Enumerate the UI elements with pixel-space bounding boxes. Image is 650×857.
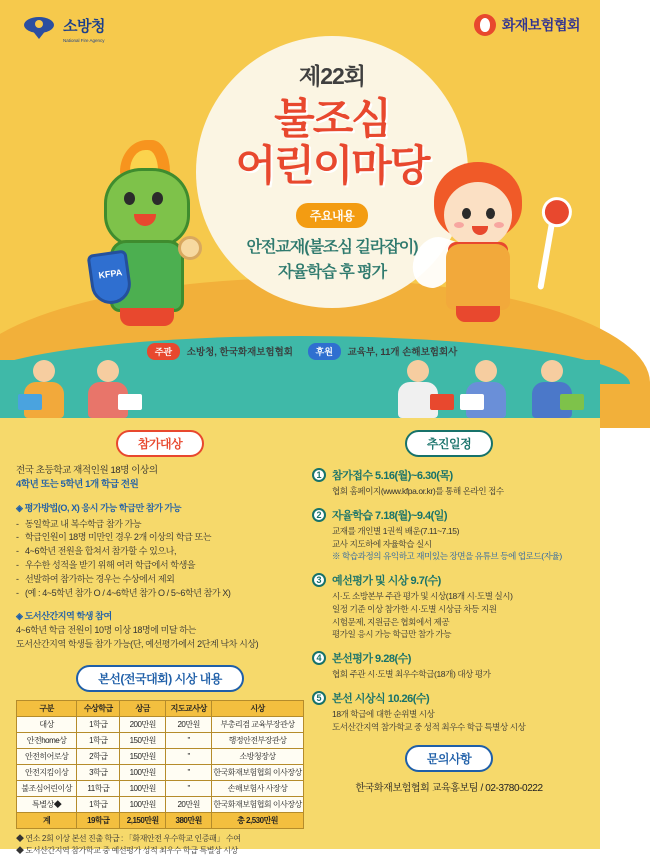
mascot-legs xyxy=(120,308,174,326)
hero-subtitle-2: 자율학습 후 평가 xyxy=(277,264,387,282)
cell: 100만원 xyxy=(120,797,166,813)
schedule-item-title: 본선평가 9.28(수) xyxy=(332,653,411,665)
kfpa-mark-icon xyxy=(474,14,496,36)
list-item: - 선발하여 참가하는 경우는 수상에서 제외 xyxy=(16,573,304,587)
cell: 1학급 xyxy=(77,733,120,749)
contact-section-title: 문의사항 xyxy=(405,745,493,772)
cell: 3학급 xyxy=(77,765,120,781)
cell: 한국화재보험협회 이사장상 xyxy=(212,765,304,781)
main-content-badge: 주요내용 xyxy=(296,203,368,228)
footnote-1: ◆ 연소 2회 이상 본선 진출 학급 : 「화재안전 우수학교 인증패」 수여 xyxy=(16,834,241,844)
cell: 안전home상 xyxy=(17,733,77,749)
list-item: - 학급인원이 18명 미만인 경우 2개 이상의 학급 또는 xyxy=(16,531,304,545)
schedule-item-title: 본선 시상식 10.26(수) xyxy=(332,692,430,705)
cell: 20만원 xyxy=(166,797,212,813)
cell: 2학급 xyxy=(77,749,120,765)
mascot-hand xyxy=(178,236,202,260)
island-region-note-title: ◈ 도서산간지역 학생 참여 xyxy=(16,611,112,622)
kfpa-logo xyxy=(474,14,580,36)
edition-label: 제22회 xyxy=(298,63,366,89)
island-note-line-2: 도서산간지역 학생들 참가 가능(단, 예선평가에서 2단계 낙차 시상) xyxy=(16,638,259,649)
cell: 20만원 xyxy=(166,717,212,733)
schedule-item-detail: 협회 홈페이지(www.kfpa.or.kr)를 통해 온라인 접수 xyxy=(332,486,504,496)
table-row xyxy=(17,717,304,733)
schedule-item-detail: 18개 학급에 대한 순위별 시상 xyxy=(332,708,435,719)
cell: 1학급 xyxy=(77,797,120,813)
fire-agency-logo-text: 소방청 xyxy=(63,18,105,35)
fire-agency-logo-subtext: National Fire Agency xyxy=(63,38,105,43)
schedule-item-title: 자율학습 7.18(월)~9.4(일) xyxy=(332,509,448,522)
participants-line-2: 4학년 또는 5학년 1개 학급 전원 xyxy=(16,479,139,491)
cell: 19학급 xyxy=(77,813,120,829)
column-header: 시상 xyxy=(212,701,304,717)
island-region-note-body xyxy=(16,624,304,651)
table-footnotes xyxy=(16,833,304,857)
fairy-body xyxy=(446,244,510,310)
cell: 특별상◆ xyxy=(17,797,77,813)
fairy-eye-right xyxy=(486,208,495,219)
mascot-eye-right xyxy=(152,192,163,205)
participants-description xyxy=(16,464,304,493)
cell: 380만원 xyxy=(166,813,212,829)
cell: 한국화재보험협회 이사장상 xyxy=(212,797,304,813)
list-item: - 동일학교 내 복수학급 참가 가능 xyxy=(16,518,304,532)
step-number-icon: 1 xyxy=(312,468,326,482)
table-total-row xyxy=(17,813,304,829)
cell: 안전히어로상 xyxy=(17,749,77,765)
table-header-row xyxy=(17,701,304,717)
schedule-item-detail: 교재를 개인별 1권씩 배운(7.11~7.15) xyxy=(332,525,460,536)
fire-agency-logo xyxy=(22,12,105,46)
step-number-icon: 2 xyxy=(312,508,326,522)
table-row xyxy=(17,765,304,781)
kid-illustration xyxy=(532,360,572,418)
participants-bullet-list xyxy=(16,518,304,602)
list-item: - 우수한 성적을 받기 위해 여러 학급에서 학생을 xyxy=(16,559,304,573)
shield-icon: KFPA xyxy=(87,249,134,306)
column-header: 수상학급 xyxy=(77,701,120,717)
schedule-item xyxy=(312,650,586,681)
eligibility-highlight: ◈ 평가방법(O, X) 응시 가능 학급만 참가 가능 xyxy=(16,502,182,513)
hero-subtitle-1: 안전교재(불조심 길라잡이) xyxy=(246,239,418,257)
schedule-item xyxy=(312,507,586,563)
island-note-line-1: 4~6학년 학급 전원이 10명 이상 18명에 미달 하는 xyxy=(16,625,196,636)
step-number-icon: 5 xyxy=(312,691,326,705)
cell: " xyxy=(166,765,212,781)
schedule-item-detail: 시·도 소방본부 주관 평가 및 시상(18개 시·도별 실시) xyxy=(332,591,513,601)
cell: 안전지킴이상 xyxy=(17,765,77,781)
fairy-face xyxy=(444,182,512,248)
column-header: 구분 xyxy=(17,701,77,717)
fire-agency-emblem-icon xyxy=(22,12,56,46)
island-region-note-title-text: 도서산간지역 학생 참여 xyxy=(24,611,112,622)
schedule-item-title: 참가접수 5.16(월)~6.30(목) xyxy=(332,470,453,482)
fairy-cheek-left xyxy=(454,222,464,228)
kid-illustration xyxy=(88,360,128,418)
cell: 100만원 xyxy=(120,765,166,781)
step-number-icon: 4 xyxy=(312,651,326,665)
cell: 부총리겸 교육부장관상 xyxy=(212,717,304,733)
mascot-fairy-character xyxy=(418,152,548,332)
eligibility-highlight-text: 평가방법(O, X) 응시 가능 학급만 참가 가능 xyxy=(24,502,182,513)
cell: " xyxy=(166,781,212,797)
mascot-green-character xyxy=(86,140,216,330)
schedule-item-detail: 교사 지도하에 자율학습 실시 xyxy=(332,538,432,549)
schedule-item-detail: 협회 주관 시·도별 최우수학급(18개) 대상 평가 xyxy=(332,669,491,679)
cell: 대상 xyxy=(17,717,77,733)
organizer-line xyxy=(0,343,600,360)
poster-title-line1: 불조심 xyxy=(274,95,390,142)
participants-column xyxy=(16,430,304,857)
schedule-item-detail: 평가일 응시 가능 학급만 참가 가능 xyxy=(332,629,452,640)
schedule-item xyxy=(312,690,586,734)
magic-wand-icon xyxy=(537,212,556,290)
host-label: 주관 xyxy=(147,343,180,360)
schedule-column xyxy=(312,430,586,794)
cell: 계 xyxy=(17,813,77,829)
fairy-legs xyxy=(456,306,500,322)
host-value: 소방청, 한국화재보험협회 xyxy=(186,347,293,358)
contact-text: 한국화재보험협회 교육홍보팀 / 02-3780-0222 xyxy=(355,783,543,795)
kfpa-logo-text: 화재보험협회 xyxy=(501,17,580,33)
cell: " xyxy=(166,733,212,749)
schedule-list xyxy=(312,467,586,733)
schedule-item xyxy=(312,467,586,498)
poster-header-section xyxy=(0,0,600,418)
schedule-item-detail: 일정 기준 이상 참가한 시·도별 시상금 차등 지원 xyxy=(332,603,497,614)
schedule-item-detail: ※ 학습과정의 유익하고 재미있는 장면을 유튜브 등에 업로드(자율) xyxy=(332,551,562,562)
kid-illustration xyxy=(466,360,506,418)
cell: 1학급 xyxy=(77,717,120,733)
schedule-item xyxy=(312,572,586,641)
cell: 소방청장상 xyxy=(212,749,304,765)
step-number-icon: 3 xyxy=(312,573,326,587)
mascot-eye-left xyxy=(124,192,135,205)
sponsor-label: 후원 xyxy=(308,343,341,360)
awards-table-wrapper xyxy=(16,700,304,829)
kid-illustration xyxy=(24,360,64,418)
column-header: 지도교사상 xyxy=(166,701,212,717)
schedule-section-title: 추진일정 xyxy=(405,430,493,457)
cell: " xyxy=(166,749,212,765)
cell: 150만원 xyxy=(120,749,166,765)
table-row xyxy=(17,797,304,813)
mascot-head xyxy=(104,168,190,248)
cell: 불조심어린이상 xyxy=(17,781,77,797)
cell: 2,150만원 xyxy=(120,813,166,829)
schedule-item-title: 예선평가 및 시상 9.7(수) xyxy=(332,575,441,587)
cell: 150만원 xyxy=(120,733,166,749)
schedule-item-detail: 시험문제, 지원금은 협회에서 제공 xyxy=(332,616,450,627)
cell: 11학급 xyxy=(77,781,120,797)
schedule-item-detail: 도서산간지역 참가학교 중 성적 최우수 학급 특별상 시상 xyxy=(332,721,526,732)
cell: 200만원 xyxy=(120,717,166,733)
table-row xyxy=(17,749,304,765)
list-item: - (예 : 4~5학년 참가 O / 4~6학년 참가 O / 5~6학년 참가 X) xyxy=(16,587,304,601)
sponsor-value: 교육부, 11개 손해보험회사 xyxy=(347,347,458,358)
participants-line-1: 전국 초등학교 재적인원 18명 이상의 xyxy=(16,465,158,476)
cell: 총 2,530만원 xyxy=(212,813,304,829)
footnote-2: ◆ 도서산간지역 참가학교 중 예선평가 성적 최우수 학급 특별상 시상 xyxy=(16,846,238,856)
column-header: 상금 xyxy=(120,701,166,717)
awards-table xyxy=(16,700,304,829)
table-row xyxy=(17,781,304,797)
kid-illustration xyxy=(398,360,438,418)
poster-title-line2: 어린이마당 xyxy=(235,142,429,190)
contact-section xyxy=(312,745,586,794)
participants-section-title: 참가대상 xyxy=(116,430,204,457)
cell: 행정안전부장관상 xyxy=(212,733,304,749)
cell: 100만원 xyxy=(120,781,166,797)
list-item: - 4~6학년 전원을 합쳐서 참가할 수 있으나, xyxy=(16,545,304,559)
fairy-cheek-right xyxy=(494,222,504,228)
cell: 손해보험사 사장상 xyxy=(212,781,304,797)
table-row xyxy=(17,733,304,749)
fairy-eye-left xyxy=(462,208,471,219)
awards-section-title: 본선(전국대회) 시상 내용 xyxy=(76,665,244,692)
poster-details-section xyxy=(0,418,600,856)
